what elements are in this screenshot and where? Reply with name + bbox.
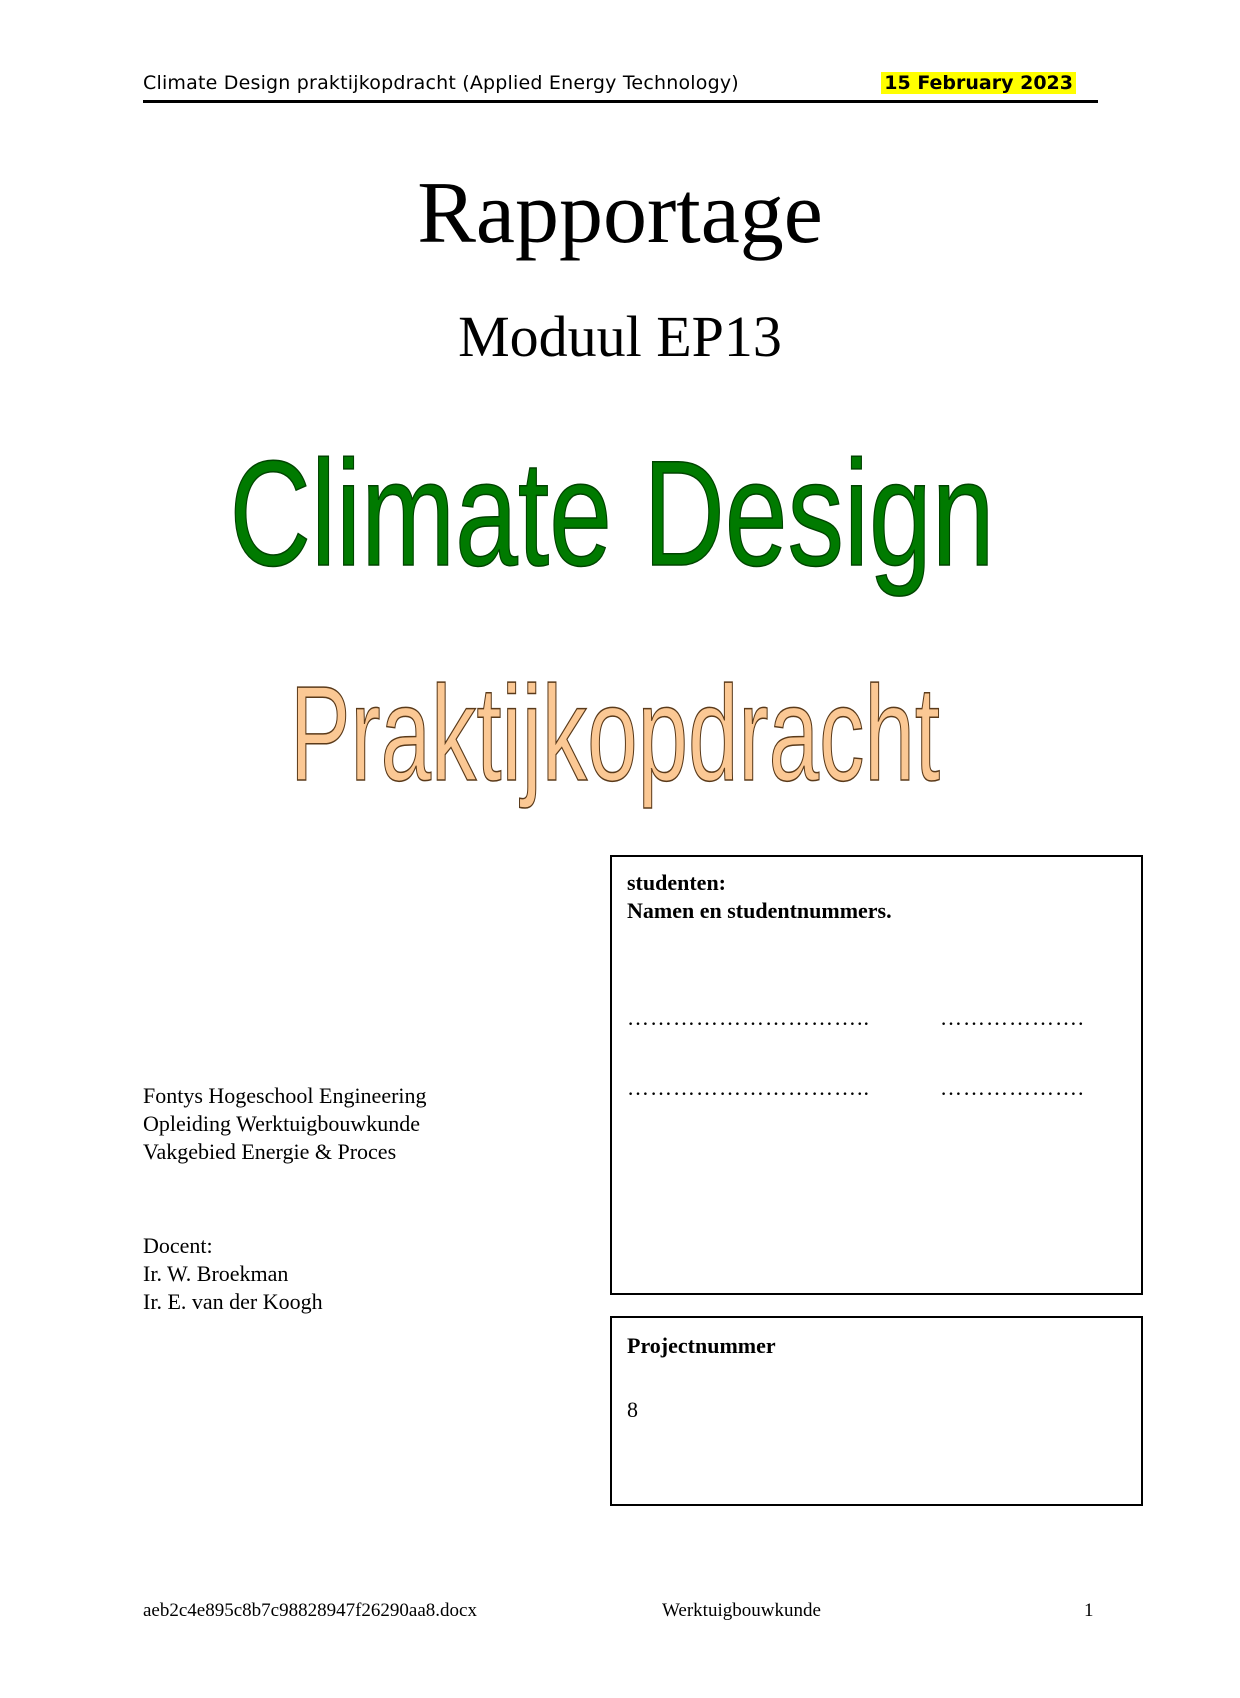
institution-name: Fontys Hogeschool Engineering [143,1083,427,1108]
project-label: Projectnummer [627,1333,776,1358]
students-box [610,855,1143,1295]
teacher-name: Ir. E. van der Koogh [143,1289,323,1314]
study-program: Opleiding Werktuigbouwkunde [143,1111,421,1136]
student-number-field[interactable]: ………………. [940,1005,1085,1030]
praktijkopdracht-wordart [285,640,945,835]
field-of-study: Vakgebied Energie & Proces [143,1139,397,1164]
teachers-block [143,1232,323,1316]
climate-design-wordart [225,400,1000,620]
teacher-name: Ir. W. Broekman [143,1261,289,1286]
student-name-field[interactable]: ………………………….. [627,1005,870,1030]
praktijkopdracht-text: Praktijkopdracht [290,658,940,809]
student-number-field[interactable]: ………………. [940,1075,1085,1100]
page-header [143,72,1098,103]
climate-design-text: Climate Design [229,429,995,597]
project-number: 8 [627,1397,638,1422]
footer-filename: aeb2c4e895c8b7c98828947f26290aa8.docx [143,1600,477,1621]
document-title: Rapportage [417,165,823,262]
footer-center-text: Werktuigbouwkunde [662,1600,821,1621]
header-title: Climate Design praktijkopdracht (Applied Energy Technology) [143,72,739,94]
page-number: 1 [1084,1600,1094,1621]
institution-block [143,1082,427,1166]
project-box [610,1316,1143,1506]
module-title: Moduul EP13 [458,304,782,369]
teacher-label: Docent: [143,1233,213,1258]
students-label: studenten: [627,870,727,895]
header-date: 15 February 2023 [881,72,1076,94]
student-name-field[interactable]: ………………………….. [627,1075,870,1100]
students-sublabel: Namen en studentnummers. [627,898,892,923]
